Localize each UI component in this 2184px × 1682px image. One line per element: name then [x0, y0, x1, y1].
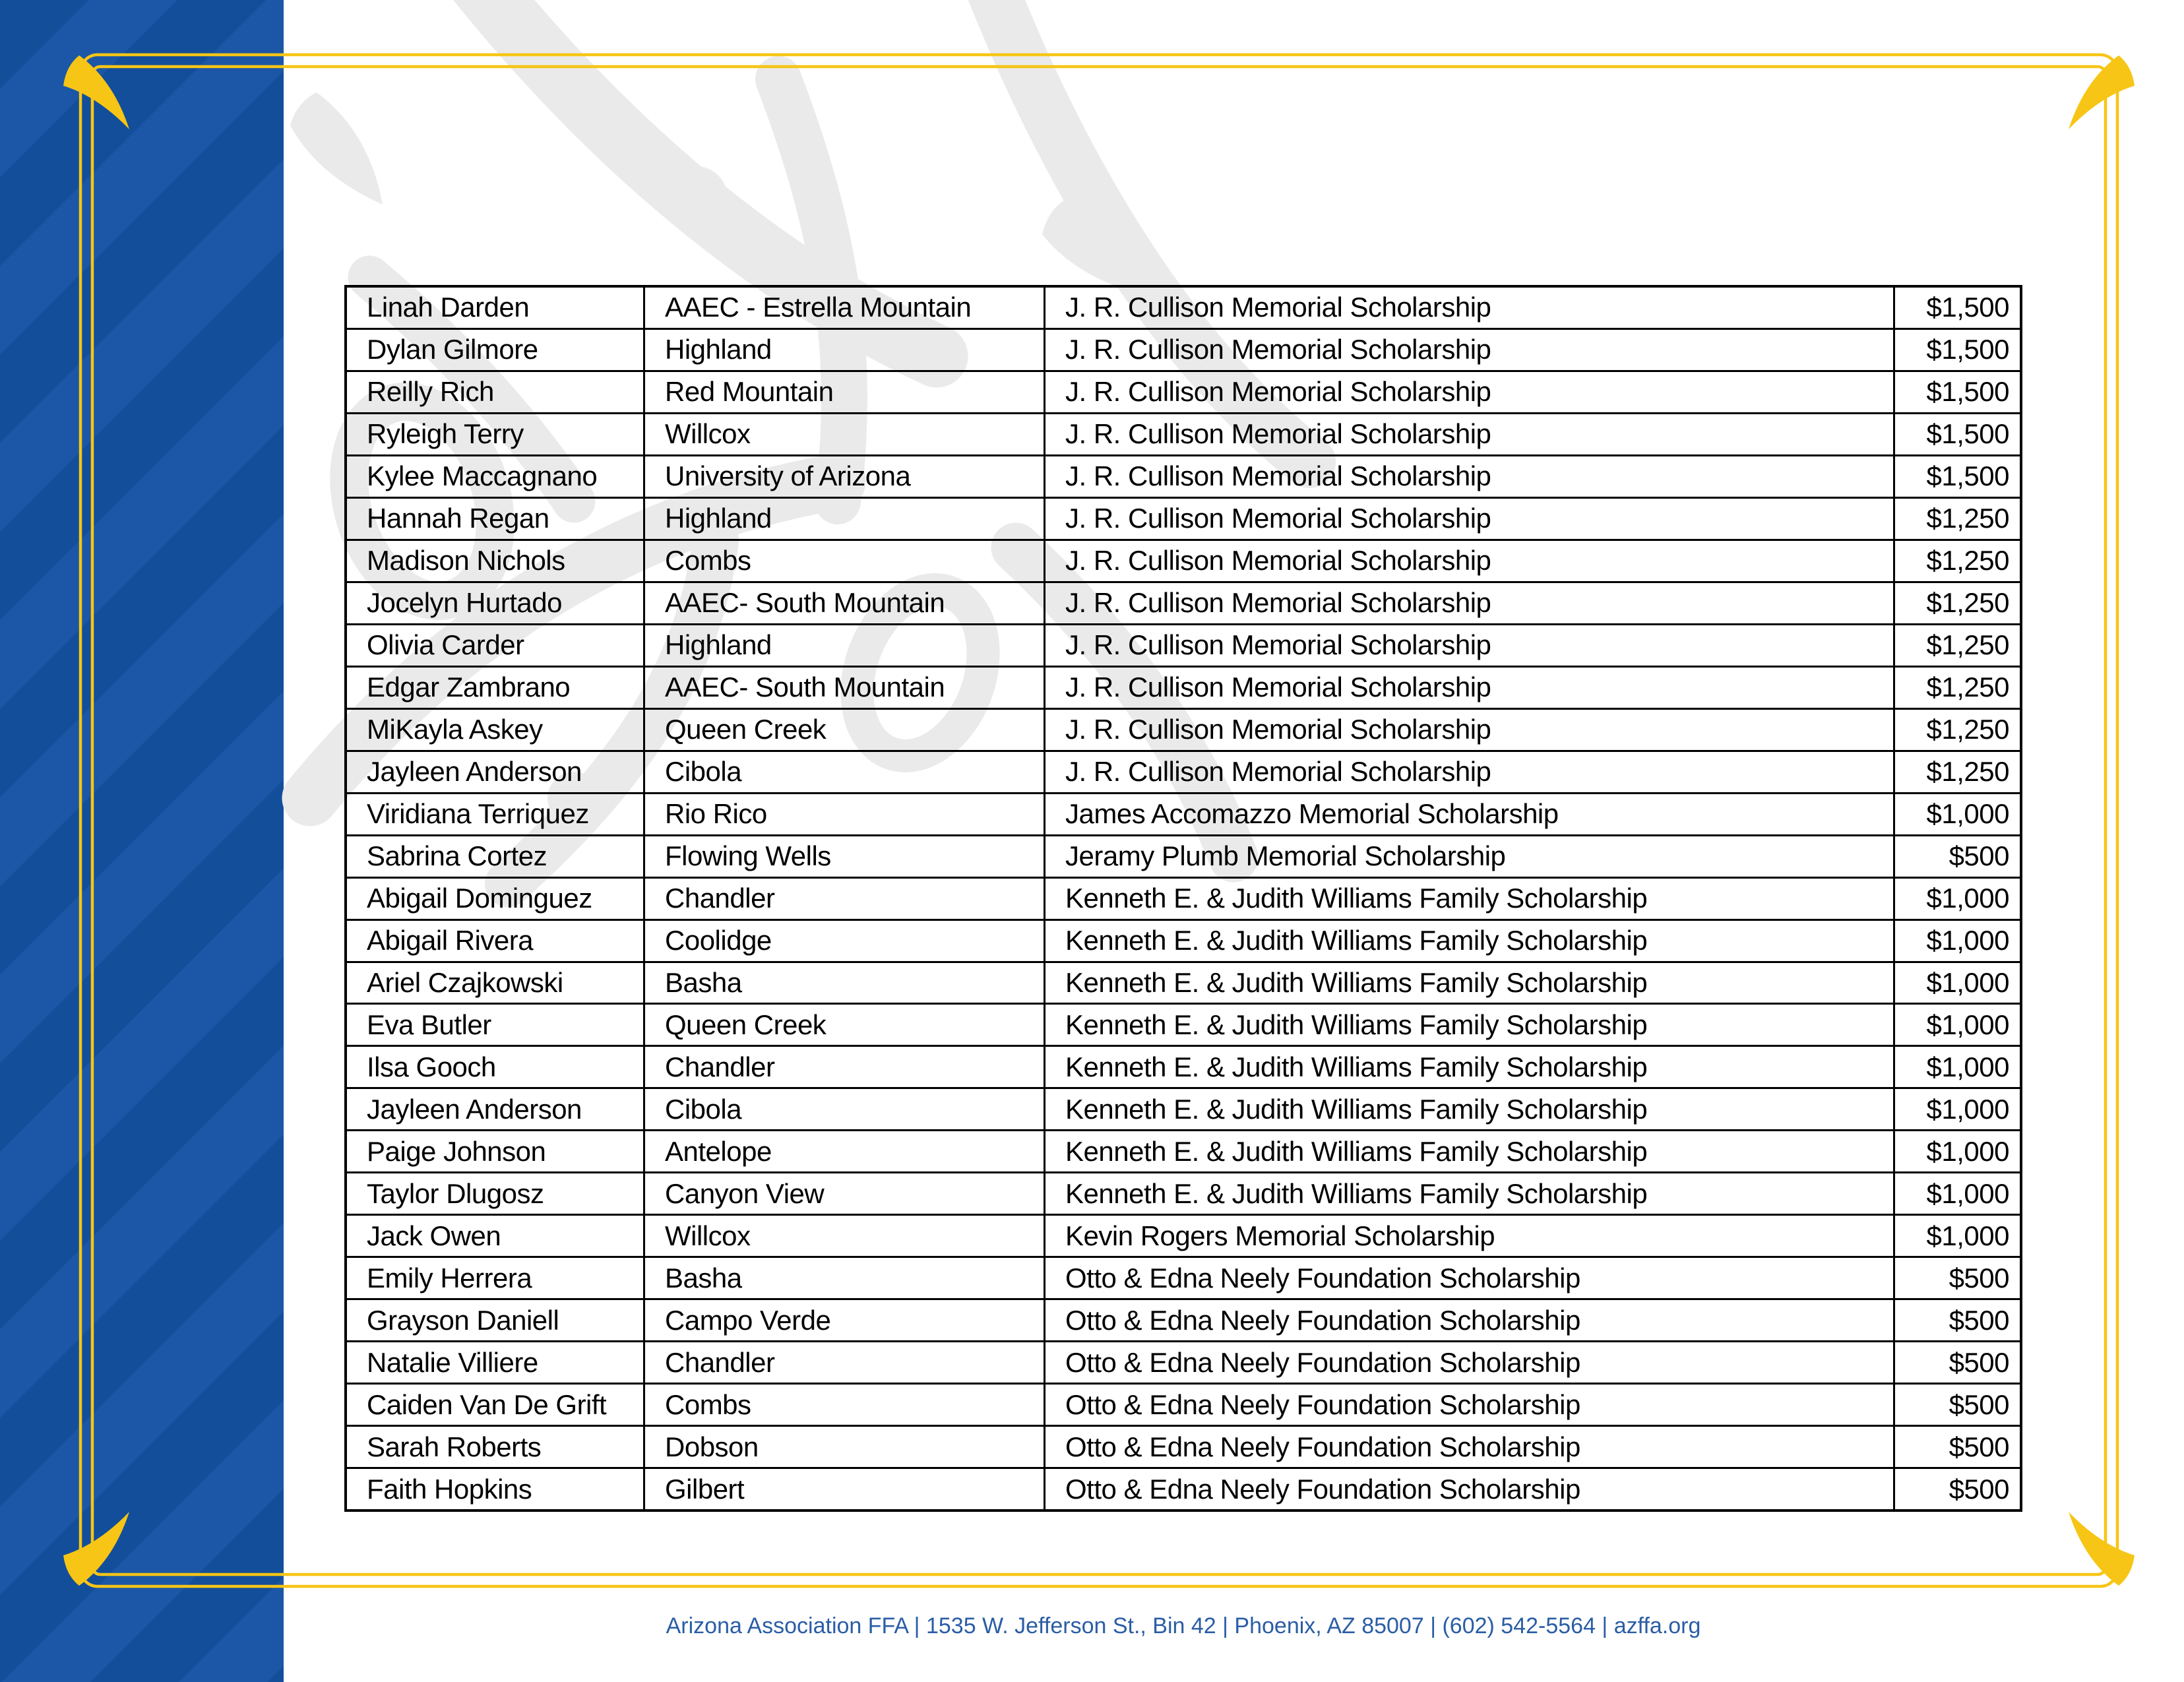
- cell-recipient-name: Linah Darden: [367, 292, 530, 323]
- cell-recipient-name: Dylan Gilmore: [367, 334, 538, 365]
- cell-recipient-name: Olivia Carder: [367, 629, 524, 661]
- cell-recipient-name: Eva Butler: [367, 1009, 491, 1040]
- table-row: [347, 668, 2020, 710]
- cell-recipient-name: Madison Nichols: [367, 545, 565, 576]
- cell-recipient-name: Caiden Van De Grift: [367, 1388, 607, 1420]
- cell-recipient-name: Jayleen Anderson: [367, 1093, 582, 1125]
- table-row: [347, 1258, 2020, 1300]
- table-row: [347, 372, 2020, 414]
- cell-school: Rio Rico: [643, 794, 1044, 834]
- table-row: [347, 1047, 2020, 1089]
- cell-school: Queen Creek: [643, 1005, 1044, 1045]
- cell-recipient-name: Grayson Daniell: [367, 1304, 559, 1336]
- cell-recipient-name: Jack Owen: [367, 1220, 501, 1251]
- cell-award-amount: $1,500: [1893, 330, 2020, 370]
- table-row: [347, 710, 2020, 752]
- table-row: [347, 963, 2020, 1005]
- cell-recipient-name: Edgar Zambrano: [367, 671, 571, 703]
- cell-award-amount: $1,000: [1893, 1173, 2020, 1214]
- cell-award-amount: $1,000: [1893, 794, 2020, 834]
- cell-award-amount: $1,250: [1893, 583, 2020, 623]
- cell-scholarship-name: Kenneth E. & Judith Williams Family Scholarship: [1044, 1089, 1893, 1129]
- cell-recipient-name: Emily Herrera: [367, 1262, 532, 1293]
- cell-school: University of Arizona: [643, 456, 1044, 497]
- table-row: [347, 1131, 2020, 1173]
- cell-award-amount: $500: [1893, 1385, 2020, 1425]
- table-row: [347, 921, 2020, 963]
- table-row: [347, 1216, 2020, 1258]
- cell-school: Combs: [643, 1385, 1044, 1425]
- cell-school: Canyon View: [643, 1173, 1044, 1214]
- cell-school: Willcox: [643, 414, 1044, 454]
- cell-scholarship-name: Kenneth E. & Judith Williams Family Scholarship: [1044, 963, 1893, 1003]
- cell-scholarship-name: Jeramy Plumb Memorial Scholarship: [1044, 836, 1893, 877]
- cell-school: Highland: [643, 625, 1044, 666]
- cell-school: Red Mountain: [643, 372, 1044, 412]
- cell-school: Flowing Wells: [643, 836, 1044, 877]
- cell-award-amount: $1,000: [1893, 1216, 2020, 1256]
- cell-award-amount: $1,250: [1893, 668, 2020, 708]
- cell-school: AAEC- South Mountain: [643, 583, 1044, 623]
- cell-recipient-name: Sabrina Cortez: [367, 840, 547, 872]
- cell-award-amount: $500: [1893, 1427, 2020, 1467]
- cell-scholarship-name: Otto & Edna Neely Foundation Scholarship: [1044, 1342, 1893, 1383]
- cell-recipient-name: Natalie Villiere: [367, 1346, 538, 1378]
- cell-award-amount: $1,250: [1893, 625, 2020, 666]
- footer-contact-text: Arizona Association FFA | 1535 W. Jefferson St., Bin 42 | Phoenix, AZ 85007 | (602) 542-5564 | azffa.org: [666, 1613, 1701, 1638]
- cell-scholarship-name: J. R. Cullison Memorial Scholarship: [1044, 710, 1893, 750]
- cell-award-amount: $1,500: [1893, 372, 2020, 412]
- cell-scholarship-name: J. R. Cullison Memorial Scholarship: [1044, 752, 1893, 792]
- cell-recipient-name: Ariel Czajkowski: [367, 966, 563, 998]
- table-row: [347, 1005, 2020, 1047]
- cell-recipient-name: Jayleen Anderson: [367, 756, 582, 788]
- table-row: [347, 794, 2020, 836]
- cell-recipient-name: Abigail Dominguez: [367, 883, 592, 914]
- cell-school: Chandler: [643, 1047, 1044, 1087]
- cell-award-amount: $500: [1893, 836, 2020, 877]
- cell-school: Cibola: [643, 752, 1044, 792]
- cell-recipient-name: Reilly Rich: [367, 376, 494, 408]
- cell-school: Basha: [643, 963, 1044, 1003]
- scholarship-table: [344, 285, 2022, 1512]
- cell-scholarship-name: J. R. Cullison Memorial Scholarship: [1044, 456, 1893, 497]
- cell-award-amount: $500: [1893, 1469, 2020, 1509]
- cell-recipient-name: Faith Hopkins: [367, 1473, 532, 1505]
- table-row: [347, 1427, 2020, 1469]
- cell-award-amount: $1,000: [1893, 1131, 2020, 1171]
- cell-scholarship-name: Kevin Rogers Memorial Scholarship: [1044, 1216, 1893, 1256]
- cell-scholarship-name: Kenneth E. & Judith Williams Family Scholarship: [1044, 1047, 1893, 1087]
- cell-award-amount: $1,500: [1893, 414, 2020, 454]
- table-row: [347, 1173, 2020, 1216]
- cell-award-amount: $1,250: [1893, 752, 2020, 792]
- cell-scholarship-name: Kenneth E. & Judith Williams Family Scholarship: [1044, 879, 1893, 919]
- cell-scholarship-name: J. R. Cullison Memorial Scholarship: [1044, 668, 1893, 708]
- table-row: [347, 836, 2020, 879]
- cell-award-amount: $1,500: [1893, 456, 2020, 497]
- cell-school: Cibola: [643, 1089, 1044, 1129]
- table-row: [347, 1385, 2020, 1427]
- cell-scholarship-name: Kenneth E. & Judith Williams Family Scholarship: [1044, 1173, 1893, 1214]
- cell-school: Chandler: [643, 879, 1044, 919]
- cell-recipient-name: Kylee Maccagnano: [367, 460, 598, 492]
- cell-award-amount: $500: [1893, 1342, 2020, 1383]
- table-row: [347, 1089, 2020, 1131]
- cell-recipient-name: MiKayla Askey: [367, 714, 543, 745]
- cell-award-amount: $500: [1893, 1300, 2020, 1340]
- cell-award-amount: $1,000: [1893, 879, 2020, 919]
- cell-award-amount: $1,250: [1893, 541, 2020, 581]
- table-row: [347, 1300, 2020, 1342]
- table-row: [347, 541, 2020, 583]
- cell-award-amount: $1,000: [1893, 1047, 2020, 1087]
- cell-school: Campo Verde: [643, 1300, 1044, 1340]
- cell-recipient-name: Taylor Dlugosz: [367, 1177, 544, 1209]
- table-row: [347, 583, 2020, 625]
- cell-recipient-name: Sarah Roberts: [367, 1431, 542, 1462]
- table-row: [347, 625, 2020, 668]
- cell-scholarship-name: Otto & Edna Neely Foundation Scholarship: [1044, 1427, 1893, 1467]
- cell-scholarship-name: Otto & Edna Neely Foundation Scholarship: [1044, 1385, 1893, 1425]
- cell-school: Coolidge: [643, 921, 1044, 961]
- cell-scholarship-name: J. R. Cullison Memorial Scholarship: [1044, 625, 1893, 666]
- cell-recipient-name: Jocelyn Hurtado: [367, 587, 562, 619]
- cell-scholarship-name: J. R. Cullison Memorial Scholarship: [1044, 288, 1893, 328]
- cell-school: Antelope: [643, 1131, 1044, 1171]
- cell-scholarship-name: J. R. Cullison Memorial Scholarship: [1044, 330, 1893, 370]
- table-row: [347, 499, 2020, 541]
- cell-recipient-name: Ryleigh Terry: [367, 418, 524, 450]
- table-row: [347, 752, 2020, 794]
- cell-school: Basha: [643, 1258, 1044, 1298]
- cell-award-amount: $1,250: [1893, 710, 2020, 750]
- cell-recipient-name: Hannah Regan: [367, 503, 549, 534]
- table-row: [347, 414, 2020, 456]
- cell-scholarship-name: Otto & Edna Neely Foundation Scholarship: [1044, 1300, 1893, 1340]
- cell-scholarship-name: J. R. Cullison Memorial Scholarship: [1044, 541, 1893, 581]
- cell-scholarship-name: Otto & Edna Neely Foundation Scholarship: [1044, 1469, 1893, 1509]
- table-row: [347, 330, 2020, 372]
- cell-school: AAEC - Estrella Mountain: [643, 288, 1044, 328]
- cell-school: Highland: [643, 499, 1044, 539]
- cell-school: Gilbert: [643, 1469, 1044, 1509]
- cell-scholarship-name: James Accomazzo Memorial Scholarship: [1044, 794, 1893, 834]
- cell-school: Chandler: [643, 1342, 1044, 1383]
- cell-school: Dobson: [643, 1427, 1044, 1467]
- cell-school: Combs: [643, 541, 1044, 581]
- cell-scholarship-name: J. R. Cullison Memorial Scholarship: [1044, 583, 1893, 623]
- cell-award-amount: $500: [1893, 1258, 2020, 1298]
- cell-school: Willcox: [643, 1216, 1044, 1256]
- cell-school: AAEC- South Mountain: [643, 668, 1044, 708]
- table-row: [347, 456, 2020, 499]
- table-row: [347, 1469, 2020, 1509]
- cell-award-amount: $1,250: [1893, 499, 2020, 539]
- cell-scholarship-name: Kenneth E. & Judith Williams Family Scholarship: [1044, 1131, 1893, 1171]
- cell-scholarship-name: J. R. Cullison Memorial Scholarship: [1044, 414, 1893, 454]
- cell-award-amount: $1,000: [1893, 921, 2020, 961]
- cell-recipient-name: Abigail Rivera: [367, 925, 534, 956]
- cell-scholarship-name: J. R. Cullison Memorial Scholarship: [1044, 372, 1893, 412]
- cell-recipient-name: Paige Johnson: [367, 1135, 546, 1167]
- cell-award-amount: $1,500: [1893, 288, 2020, 328]
- table-row: [347, 879, 2020, 921]
- cell-scholarship-name: Kenneth E. & Judith Williams Family Scholarship: [1044, 1005, 1893, 1045]
- cell-recipient-name: Ilsa Gooch: [367, 1051, 496, 1082]
- cell-scholarship-name: J. R. Cullison Memorial Scholarship: [1044, 499, 1893, 539]
- cell-school: Highland: [643, 330, 1044, 370]
- cell-award-amount: $1,000: [1893, 1089, 2020, 1129]
- cell-school: Queen Creek: [643, 710, 1044, 750]
- cell-scholarship-name: Otto & Edna Neely Foundation Scholarship: [1044, 1258, 1893, 1298]
- cell-award-amount: $1,000: [1893, 963, 2020, 1003]
- cell-recipient-name: Viridiana Terriquez: [367, 798, 589, 830]
- table-row: [347, 288, 2020, 330]
- cell-scholarship-name: Kenneth E. & Judith Williams Family Scholarship: [1044, 921, 1893, 961]
- cell-award-amount: $1,000: [1893, 1005, 2020, 1045]
- table-row: [347, 1342, 2020, 1385]
